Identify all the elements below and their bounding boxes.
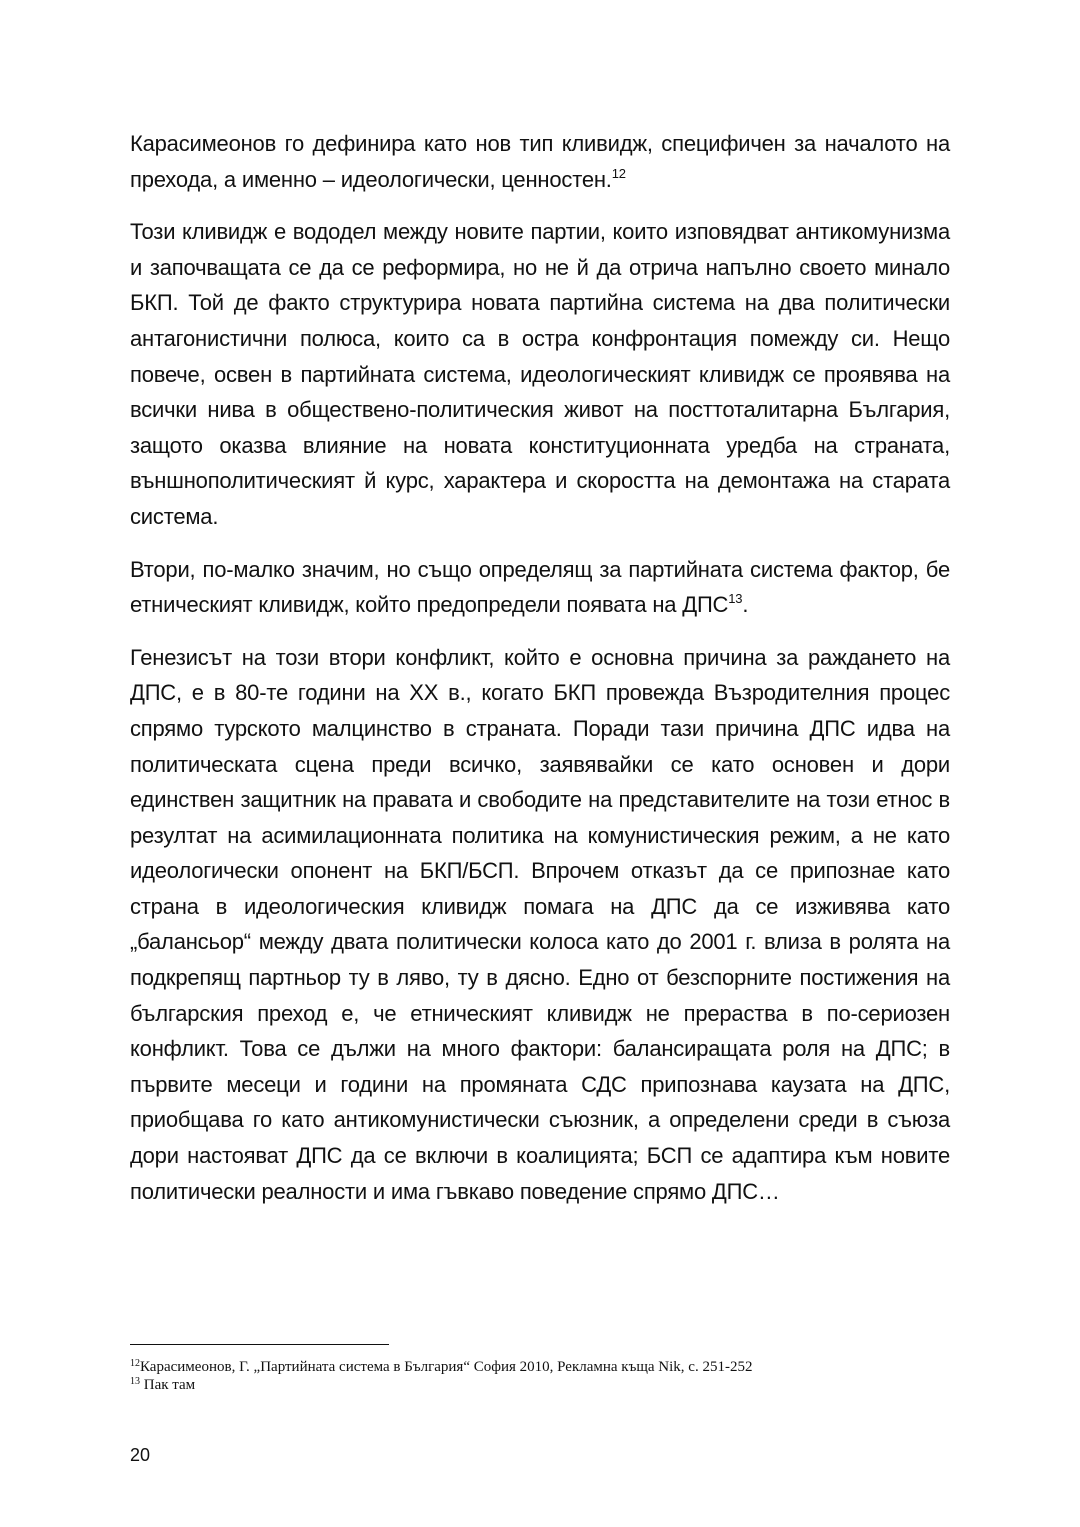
- footnote-ref-13[interactable]: 13: [728, 591, 743, 607]
- footnotes: [130, 1358, 950, 1394]
- page-number: 20: [130, 1445, 151, 1465]
- footnote-13-number: 13: [130, 1376, 140, 1387]
- paragraph-1: [130, 126, 950, 197]
- footnote-13-text: Пак там: [140, 1377, 196, 1393]
- paragraph-3-tail: .: [742, 592, 749, 618]
- paragraph-3-text: Втори, по-малко значим, но също определящ за партийната система фактор, бе етническият кливидж, който предопредели появата на ДПС: [130, 556, 950, 618]
- footnote-ref-12[interactable]: 12: [611, 165, 626, 181]
- footnote-separator: [130, 1344, 389, 1345]
- paragraph-2-text: Този кливидж е вододел между новите партии, които изповядват антикомунизма и започващата се да се реформира, но не й да отрича напълно своето минало БКП. Той де факто структурира новата партийна система на два политически антагонистични полюса, които са в остра конфронтация помежду си. Нещо повече, освен в партийната система, идеологическият кливидж се проявява на всички нива в обществено-политическия живот на посттоталитарна България, защото оказва влияние на новата конституционната уредба на страната, външнополитическият й курс, характера и скоростта на демонтажа на старата система.: [130, 219, 950, 529]
- paragraph-3: [130, 552, 950, 623]
- footnote-12-number: 12: [130, 1358, 140, 1369]
- footnote-12-text: Карасимеонов, Г. „Партийната система в България“ София 2010, Рекламна къща Nik, с. 251-252: [140, 1359, 753, 1375]
- footnote-13: [130, 1376, 950, 1394]
- paragraph-2: [130, 214, 950, 534]
- paragraph-4: [130, 640, 950, 1210]
- footnote-12: [130, 1358, 950, 1376]
- body-text: [130, 126, 950, 1226]
- paragraph-4-text: Генезисът на този втори конфликт, който е основна причина за раждането на ДПС, е в 80-те години на XX в., когато БКП провежда Възродителния процес спрямо турското малцинство в страната. Поради тази причина ДПС идва на политическата сцена преди всичко, заявявайки се като основен и дори единствен защитник на правата и свободите на представителите на този етнос в резултат на асимилационната политика на комунистическия режим, а не като идеологически опонент на БКП/БСП. Впрочем отказът да се припознае като страна в идеологическия кливидж помага на ДПС да се изживява като „балансьор“ между двата политически колоса като до 2001 г. влиза в ролята на подкрепящ партньор ту в ляво, ту в дясно. Едно от безспорните постижения на българския преход е, че етническият кливидж не прераства в по-сериозен конфликт. Това се дължи на много фактори: балансиращата роля на ДПС; в първите месеци и години на промяната СДС припознава каузата на ДПС, приобщава го като антикомунистически съюзник, а определени среди в съюза дори настояват ДПС да се включи в коалицията; БСП се адаптира към новите политически реалности и има гъвкаво поведение спрямо ДПС…: [130, 644, 950, 1204]
- paragraph-1-text: Карасимеонов го дефинира като нов тип кливидж, специфичен за началото на прехода, а именно – идеологически, ценностен.: [130, 131, 950, 192]
